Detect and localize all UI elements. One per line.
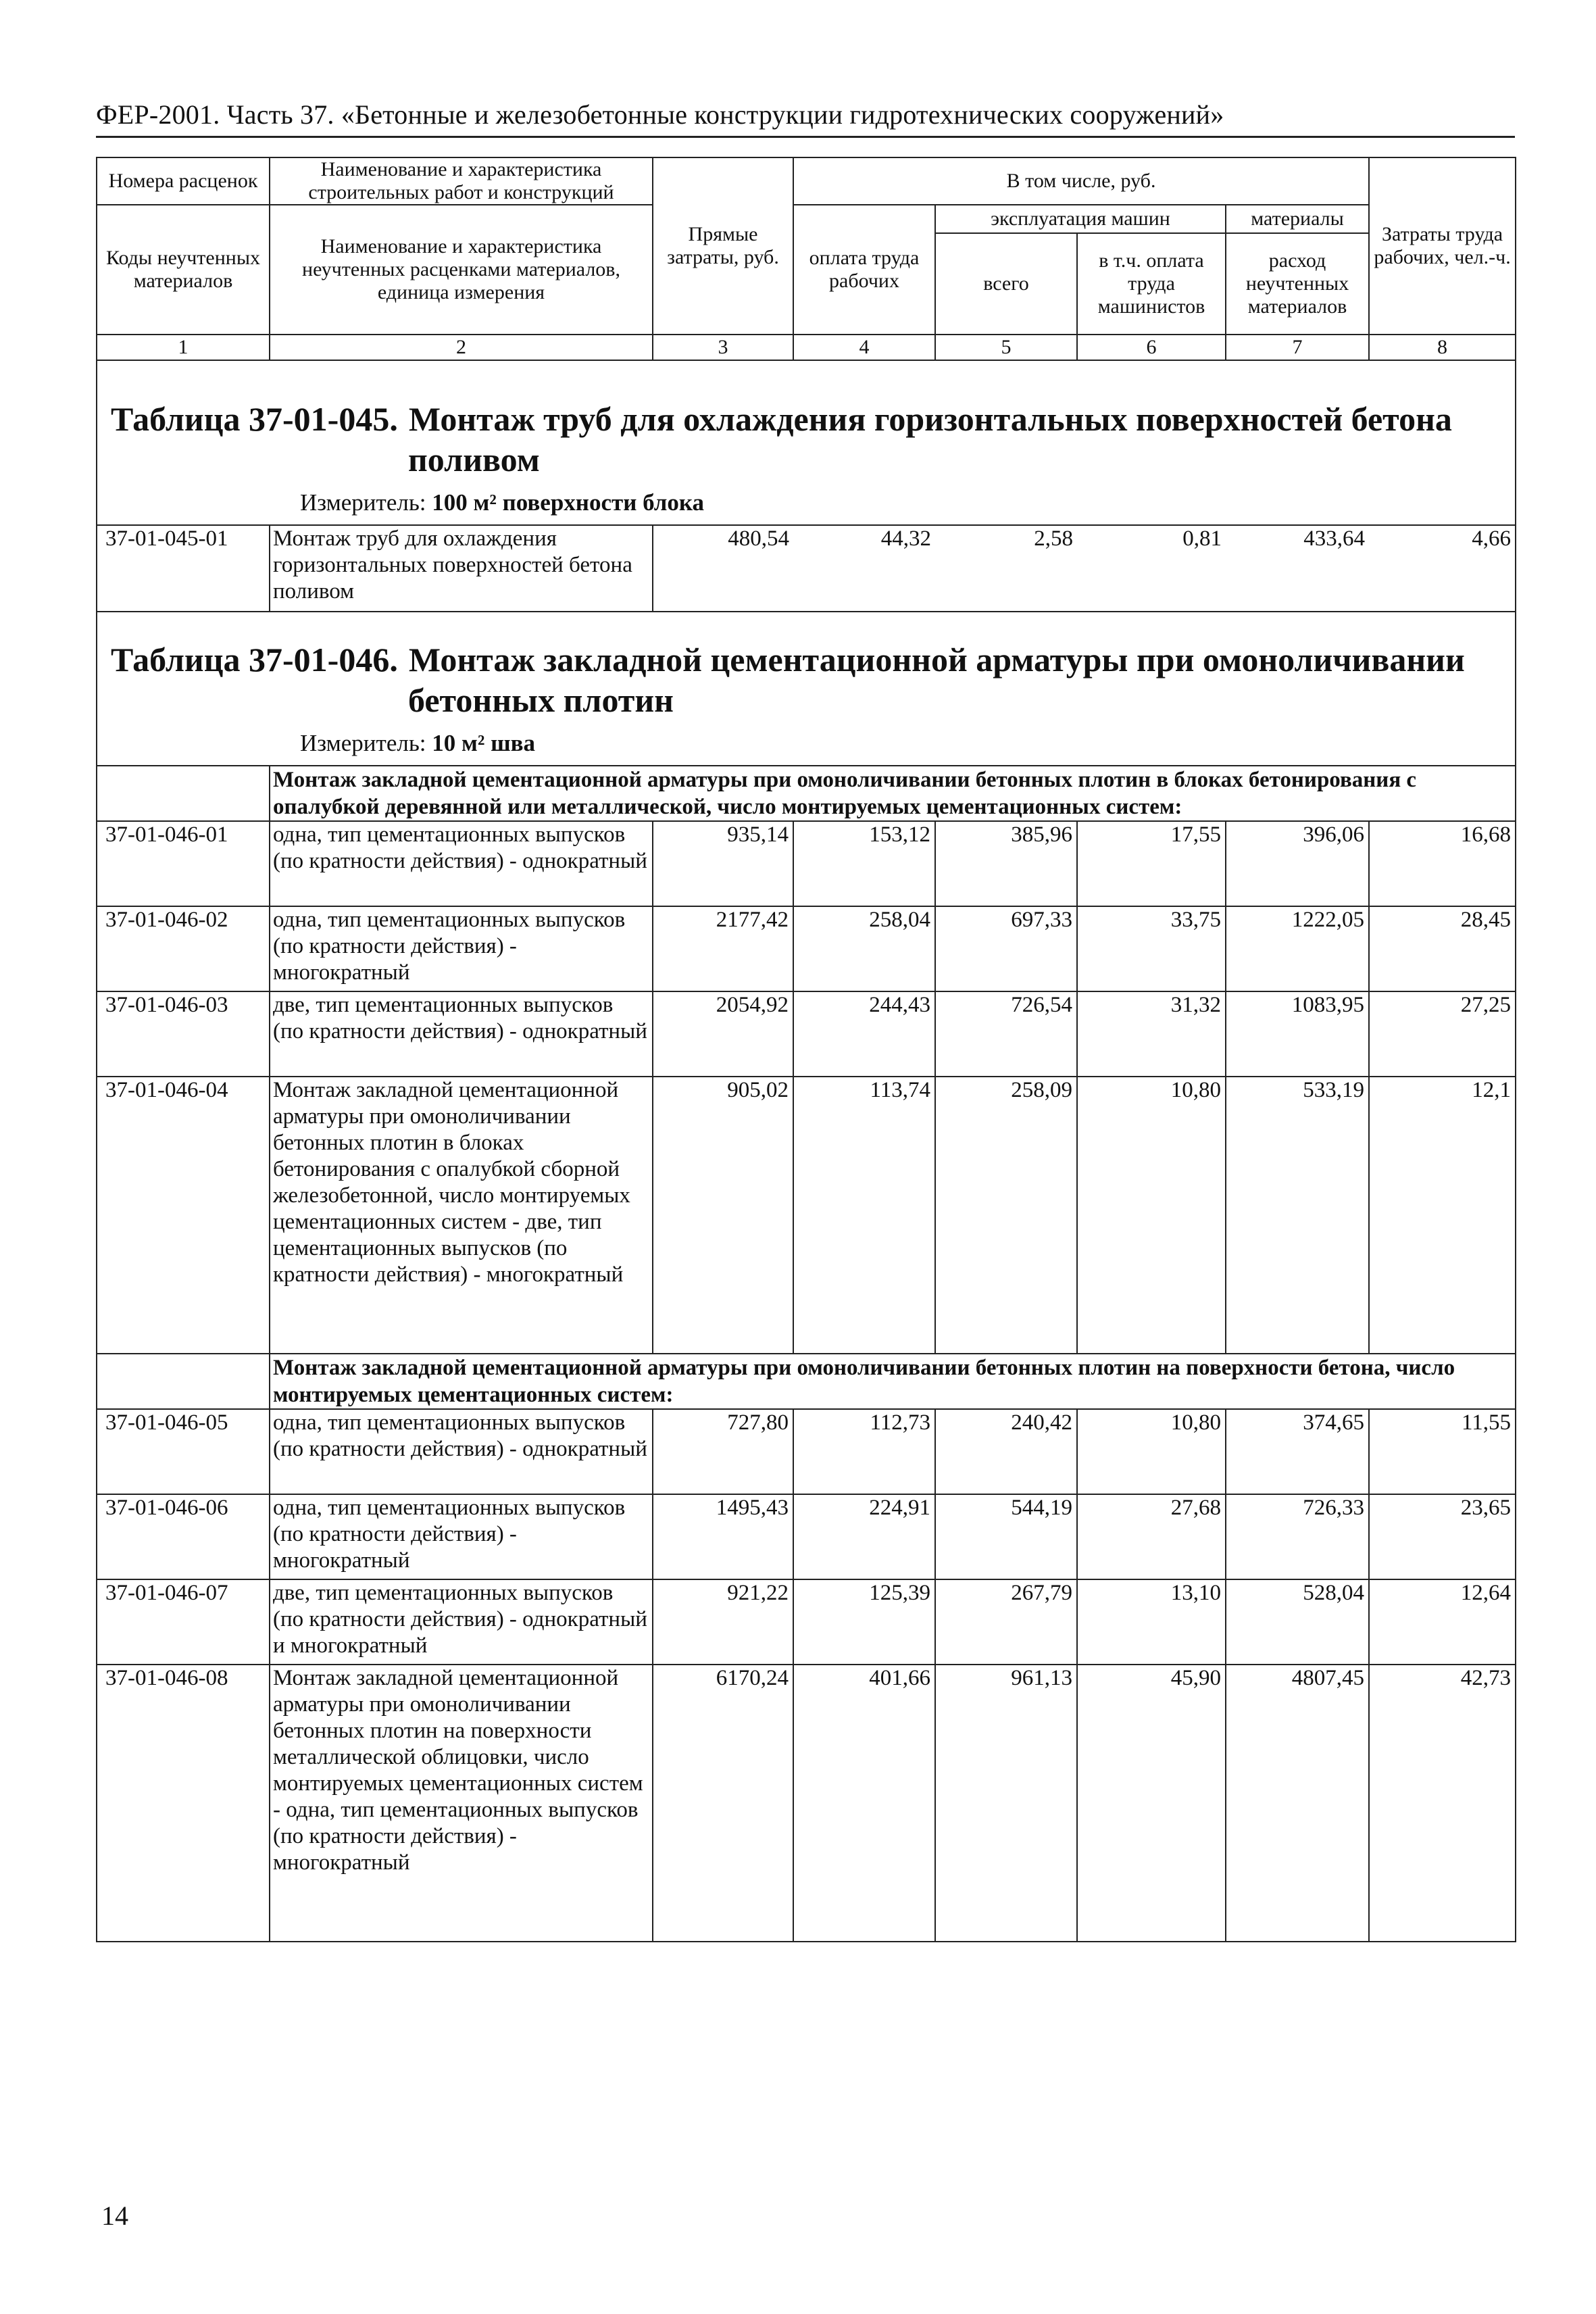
table-45-caption-cont: поливом xyxy=(408,441,540,478)
direct-cost: 905,02 xyxy=(653,1077,793,1354)
table-46-caption: Монтаж закладной цементационной арматуры при омоноличивании xyxy=(408,641,1465,679)
table-row xyxy=(97,1409,1516,1494)
table-45-measure: Измеритель: 100 м² поверхности блока xyxy=(300,489,705,516)
labor-hours: 16,68 xyxy=(1369,821,1516,906)
col-header-machines-total: всего xyxy=(935,233,1077,335)
col-header-including: В том числе, руб. xyxy=(793,157,1369,205)
worker-pay: 401,66 xyxy=(793,1665,935,1942)
worker-pay: 44,32 xyxy=(793,525,935,612)
worker-pay: 258,04 xyxy=(793,906,935,991)
table-46-caption-cont: бетонных плотин xyxy=(408,681,674,719)
worker-pay: 224,91 xyxy=(793,1494,935,1579)
operator-pay: 13,10 xyxy=(1077,1579,1226,1665)
machines-total: 544,19 xyxy=(935,1494,1077,1579)
operator-pay: 0,81 xyxy=(1077,525,1226,612)
table-row xyxy=(97,1579,1516,1665)
column-number: 2 xyxy=(270,335,653,360)
operator-pay: 33,75 xyxy=(1077,906,1226,991)
materials-cost: 528,04 xyxy=(1226,1579,1369,1665)
rate-name: две, тип цементационных выпусков (по кратности действия) - однократный и многократный xyxy=(270,1579,653,1665)
column-number: 1 xyxy=(97,335,270,360)
rate-name: одна, тип цементационных выпусков (по кратности действия) - однократный xyxy=(270,1409,653,1494)
machines-total: 961,13 xyxy=(935,1665,1077,1942)
direct-cost: 2054,92 xyxy=(653,991,793,1077)
col-header-material-name: Наименование и характеристика неучтенных расценками материалов, единица измерения xyxy=(270,205,653,335)
table-row xyxy=(97,525,1516,612)
rate-name: Монтаж закладной цементационной арматуры при омоноличивании бетонных плотин на поверхности металлической облицовки, число монтируемых цементационных систем - одна, тип цементационных выпусков (по кратности действия) - многократный xyxy=(270,1665,653,1942)
labor-hours: 23,65 xyxy=(1369,1494,1516,1579)
machines-total: 2,58 xyxy=(935,525,1077,612)
col-header-rate-numbers: Номера расценок xyxy=(97,157,270,205)
direct-cost: 727,80 xyxy=(653,1409,793,1494)
labor-hours: 42,73 xyxy=(1369,1665,1516,1942)
column-numbers-row xyxy=(97,335,1516,360)
column-number: 6 xyxy=(1077,335,1226,360)
rate-code: 37-01-046-07 xyxy=(97,1579,270,1665)
subsection-title: Монтаж закладной цементационной арматуры при омоноличивании бетонных плотин на поверхности бетона, число монтируемых цементационных систем: xyxy=(270,1354,1516,1409)
table-row xyxy=(97,821,1516,906)
materials-cost: 533,19 xyxy=(1226,1077,1369,1354)
rate-code: 37-01-046-04 xyxy=(97,1077,270,1354)
table-row xyxy=(97,1494,1516,1579)
labor-hours: 28,45 xyxy=(1369,906,1516,991)
labor-hours: 12,1 xyxy=(1369,1077,1516,1354)
direct-cost: 1495,43 xyxy=(653,1494,793,1579)
rate-name: одна, тип цементационных выпусков (по кратности действия) - многократный xyxy=(270,1494,653,1579)
rate-code: 37-01-046-02 xyxy=(97,906,270,991)
materials-cost: 1083,95 xyxy=(1226,991,1369,1077)
column-number: 7 xyxy=(1226,335,1369,360)
worker-pay: 125,39 xyxy=(793,1579,935,1665)
direct-cost: 2177,42 xyxy=(653,906,793,991)
operator-pay: 45,90 xyxy=(1077,1665,1226,1942)
materials-cost: 433,64 xyxy=(1226,525,1369,612)
labor-hours: 12,64 xyxy=(1369,1579,1516,1665)
col-header-material-codes: Коды неучтенных материалов xyxy=(97,205,270,335)
materials-cost: 396,06 xyxy=(1226,821,1369,906)
header-rule xyxy=(96,136,1515,138)
worker-pay: 112,73 xyxy=(793,1409,935,1494)
rate-code: 37-01-046-03 xyxy=(97,991,270,1077)
machines-total: 697,33 xyxy=(935,906,1077,991)
rate-name: одна, тип цементационных выпусков (по кратности действия) - многократный xyxy=(270,906,653,991)
rate-name: одна, тип цементационных выпусков (по кратности действия) - однократный xyxy=(270,821,653,906)
page-number: 14 xyxy=(101,2200,128,2231)
operator-pay: 10,80 xyxy=(1077,1409,1226,1494)
rate-name: Монтаж труб для охлаждения горизонтальных поверхностей бетона поливом xyxy=(270,525,653,612)
machines-total: 240,42 xyxy=(935,1409,1077,1494)
direct-cost: 480,54 xyxy=(653,525,793,612)
rate-code: 37-01-046-01 xyxy=(97,821,270,906)
materials-cost: 4807,45 xyxy=(1226,1665,1369,1942)
table-row xyxy=(97,1077,1516,1354)
table-row xyxy=(97,991,1516,1077)
col-header-labor-hours: Затраты труда рабочих, чел.-ч. xyxy=(1369,157,1516,335)
operator-pay: 31,32 xyxy=(1077,991,1226,1077)
rate-name: Монтаж закладной цементационной арматуры при омоноличивании бетонных плотин в блоках бетонирования с опалубкой сборной железобетонной, число монтируемых цементационных систем - две, тип цементационных выпусков (по кратности действия) - многократный xyxy=(270,1077,653,1354)
labor-hours: 27,25 xyxy=(1369,991,1516,1077)
operator-pay: 10,80 xyxy=(1077,1077,1226,1354)
table-row xyxy=(97,906,1516,991)
table-46-measure: Измеритель: 10 м² шва xyxy=(300,730,536,756)
table-row xyxy=(97,1665,1516,1942)
labor-hours: 11,55 xyxy=(1369,1409,1516,1494)
table-46-number: Таблица 37-01-046. xyxy=(111,641,398,679)
rate-code: 37-01-046-08 xyxy=(97,1665,270,1942)
materials-cost: 374,65 xyxy=(1226,1409,1369,1494)
column-number: 3 xyxy=(653,335,793,360)
col-header-operator-pay: в т.ч. оплата труда машинистов xyxy=(1077,233,1226,335)
worker-pay: 113,74 xyxy=(793,1077,935,1354)
subsection-title: Монтаж закладной цементационной арматуры при омоноличивании бетонных плотин в блоках бетонирования с опалубкой деревянной или металлической, число монтируемых цементационных систем: xyxy=(270,766,1516,821)
col-header-work-name: Наименование и характеристика строительных работ и конструкций xyxy=(270,157,653,205)
rate-code: 37-01-046-06 xyxy=(97,1494,270,1579)
col-header-material-usage: расход неучтенных материалов xyxy=(1226,233,1369,335)
column-number: 8 xyxy=(1369,335,1516,360)
col-header-worker-pay: оплата труда рабочих xyxy=(793,205,935,335)
subsection-heading xyxy=(97,766,1516,821)
worker-pay: 244,43 xyxy=(793,991,935,1077)
operator-pay: 17,55 xyxy=(1077,821,1226,906)
materials-cost: 1222,05 xyxy=(1226,906,1369,991)
col-header-machine-operation: эксплуатация машин xyxy=(935,205,1226,233)
price-table xyxy=(96,157,1516,1942)
operator-pay: 27,68 xyxy=(1077,1494,1226,1579)
table-45-caption: Монтаж труб для охлаждения горизонтальных поверхностей бетона xyxy=(408,400,1452,438)
labor-hours: 4,66 xyxy=(1369,525,1516,612)
table-45-heading xyxy=(97,360,1516,525)
rate-code: 37-01-045-01 xyxy=(97,525,270,612)
worker-pay: 153,12 xyxy=(793,821,935,906)
direct-cost: 935,14 xyxy=(653,821,793,906)
column-number: 5 xyxy=(935,335,1077,360)
rate-code: 37-01-046-05 xyxy=(97,1409,270,1494)
page-header: ФЕР-2001. Часть 37. «Бетонные и железобетонные конструкции гидротехнических сооружений» xyxy=(96,99,1224,130)
table-46-heading xyxy=(97,612,1516,766)
machines-total: 385,96 xyxy=(935,821,1077,906)
table-45-number: Таблица 37-01-045. xyxy=(111,400,398,438)
col-header-direct-costs: Прямые затраты, руб. xyxy=(653,157,793,335)
materials-cost: 726,33 xyxy=(1226,1494,1369,1579)
direct-cost: 921,22 xyxy=(653,1579,793,1665)
machines-total: 267,79 xyxy=(935,1579,1077,1665)
col-header-materials: материалы xyxy=(1226,205,1369,233)
subsection-heading xyxy=(97,1354,1516,1409)
machines-total: 258,09 xyxy=(935,1077,1077,1354)
direct-cost: 6170,24 xyxy=(653,1665,793,1942)
rate-name: две, тип цементационных выпусков (по кратности действия) - однократный xyxy=(270,991,653,1077)
column-number: 4 xyxy=(793,335,935,360)
machines-total: 726,54 xyxy=(935,991,1077,1077)
